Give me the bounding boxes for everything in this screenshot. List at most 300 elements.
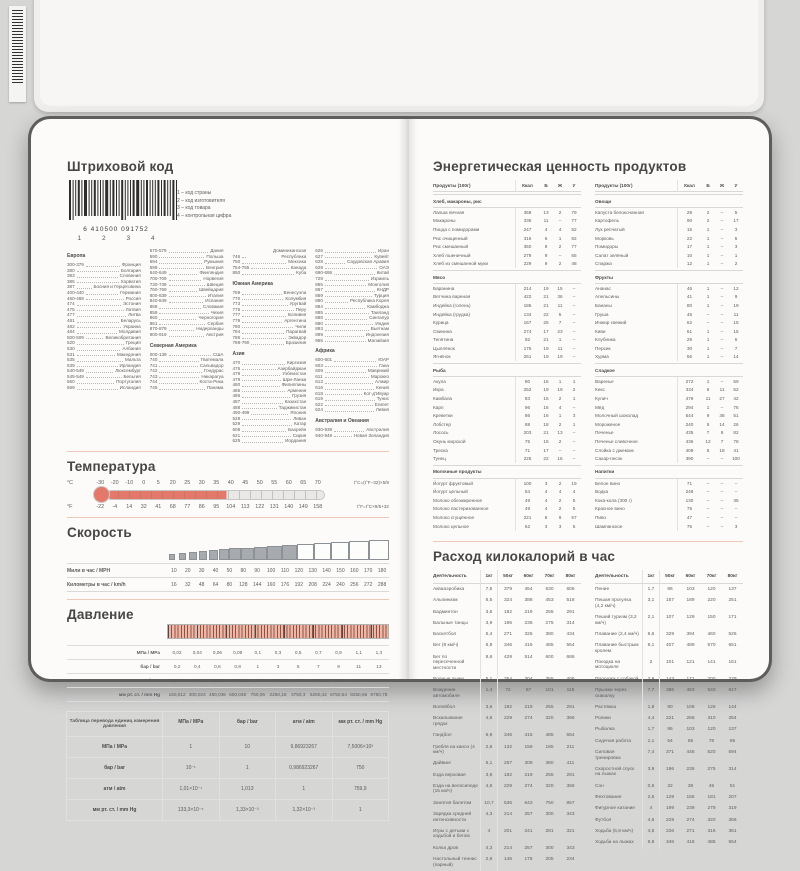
country-name: Узбекистан	[282, 371, 307, 377]
country-name: Саудовская Аравия	[346, 259, 389, 265]
country-name: Латвия	[125, 306, 141, 312]
food-value: 229	[515, 260, 539, 269]
country-name: Индонезия	[365, 331, 389, 337]
fahrenheit-tick: 77	[184, 503, 191, 510]
calories-value: 281	[545, 828, 554, 834]
dotted-leader	[159, 263, 202, 264]
pressure-table	[67, 645, 389, 702]
calories-value: 485	[707, 840, 716, 846]
pressure-value: 0,7	[308, 645, 328, 659]
pressure-value: 0,06	[207, 645, 227, 659]
country-code: 884	[315, 303, 323, 309]
cover-barcode-icon	[12, 10, 23, 84]
food-value: 2	[558, 209, 562, 215]
conversion-corner-label: Таблица перевода единиц измерения давления	[66, 711, 163, 737]
calories-column-header: 80кг	[722, 570, 743, 585]
calories-value: 107	[659, 612, 680, 629]
calories-value: 434	[566, 632, 575, 638]
thermometer-bulb	[93, 486, 110, 503]
food-value: –	[720, 261, 724, 267]
country-code: 860	[149, 315, 158, 321]
country-code: 858	[149, 303, 158, 309]
food-value: 65	[571, 252, 577, 258]
food-name: Индейка (голень)	[433, 302, 471, 308]
calories-value: 6,5	[480, 595, 497, 606]
country-code: 460-469	[67, 295, 84, 301]
country-name: Иордания	[285, 438, 307, 444]
food-value: 2	[706, 209, 710, 215]
speed-bar	[241, 548, 254, 561]
speed-bar	[219, 549, 230, 560]
dotted-leader	[242, 403, 283, 404]
country-code: 865	[315, 281, 323, 287]
calories-value: 2,9	[480, 854, 497, 871]
food-name: Груша	[595, 311, 609, 317]
food-name: Белое вино	[595, 480, 621, 486]
country-code: 746	[232, 253, 241, 259]
food-value: 9	[706, 413, 710, 419]
calories-value: 251	[728, 598, 737, 604]
country-code: 780	[232, 323, 241, 329]
dotted-leader	[242, 305, 287, 306]
food-value: –	[720, 497, 724, 503]
country-name: Ирландия	[119, 362, 141, 368]
food-name: Лосось	[433, 430, 449, 436]
calories-value: 453	[545, 598, 554, 604]
continent-header: Европа	[67, 253, 86, 259]
food-value: 1	[572, 378, 576, 384]
bar-cell	[282, 545, 298, 561]
country-code: 600-601	[315, 357, 333, 363]
calories-value: 4,3	[480, 809, 497, 826]
dotted-leader	[325, 336, 364, 337]
food-table	[433, 180, 743, 531]
country-code: 750	[232, 259, 241, 265]
speed-value: 10	[171, 567, 177, 574]
country-code: 000-139	[149, 351, 167, 357]
calories-value: 750	[545, 800, 554, 806]
country-name: Эквадор	[288, 334, 307, 340]
speed-bar	[199, 551, 208, 560]
pressure-value: 6750,54	[328, 687, 348, 702]
country-name: Канада	[290, 264, 307, 270]
calories-column-header: 1кг	[480, 570, 497, 585]
food-value: –	[572, 447, 576, 453]
calories-value: 2,6	[480, 742, 497, 759]
activity-name: Игры с детьми с ходьбой и бегом	[433, 828, 470, 840]
calories-value: 454	[524, 586, 533, 592]
country-code: 885	[315, 309, 323, 315]
conversion-value: 133,3×10⁻⁶	[162, 799, 220, 821]
dotted-leader	[242, 425, 292, 426]
country-name: Таиланд	[370, 309, 389, 315]
country-code: 775	[232, 306, 241, 312]
pressure-value: 2250,18	[268, 687, 288, 702]
speed-value: 64	[212, 581, 219, 588]
food-value: 12	[733, 285, 739, 291]
country-name: Гватемала	[200, 357, 224, 363]
food-value: 17	[543, 328, 549, 334]
food-value: 272	[677, 377, 701, 386]
country-code: 618	[315, 390, 323, 396]
country-code: 475	[67, 306, 75, 312]
country-name: Австрия	[206, 331, 224, 337]
food-column-header: Ккал	[515, 180, 539, 192]
calories-value: 236	[686, 766, 695, 772]
calories-column-header: 80кг	[560, 570, 581, 585]
activity-name: Бег по пересеченной местности	[433, 654, 465, 671]
food-name: Цыплёнок	[433, 345, 455, 351]
food-value: –	[720, 218, 724, 224]
dotted-leader	[242, 257, 246, 258]
activity-name: Пение	[595, 586, 610, 592]
calories-value: 196	[497, 618, 518, 629]
country-code: 729	[315, 275, 323, 281]
food-value: 22	[543, 456, 549, 462]
speed-bar	[331, 542, 349, 560]
food-value: 7	[734, 345, 738, 351]
bar-cell	[177, 553, 187, 560]
country-code: 570-579	[149, 248, 167, 253]
food-value: 78	[733, 439, 739, 444]
food-name: Карп	[433, 404, 444, 410]
calories-value: 257	[497, 758, 518, 769]
country-code: 759	[232, 289, 241, 295]
pressure-row	[67, 645, 389, 659]
calories-value: 530	[545, 586, 554, 592]
pressure-value: 2,961	[268, 673, 288, 687]
bar-cell	[241, 548, 254, 561]
speed-bars-row	[67, 540, 389, 560]
food-value: 2	[706, 218, 710, 224]
dotted-leader	[169, 336, 204, 337]
dotted-leader	[242, 369, 275, 370]
calories-value: 6,9	[642, 837, 659, 848]
calories-value: 132	[497, 742, 518, 759]
food-value: –	[734, 489, 738, 495]
food-value: 17	[733, 218, 739, 224]
calories-value: 255	[545, 772, 554, 778]
food-value: 11	[543, 218, 549, 224]
calories-value: 214	[497, 809, 518, 826]
food-value: 2	[558, 480, 562, 486]
dotted-leader	[77, 322, 119, 323]
food-value: –	[572, 285, 576, 291]
pressure-value: 0,4	[187, 659, 207, 673]
food-value: 47	[677, 513, 701, 522]
food-section-header: Напитки	[595, 465, 743, 479]
dotted-leader	[242, 263, 286, 264]
fahrenheit-row	[67, 504, 389, 510]
speed-value: 150	[336, 567, 345, 574]
food-value: 2	[558, 506, 562, 512]
barcode-section-title: Штриховой код	[67, 159, 174, 174]
country-code: 380	[67, 267, 75, 273]
calories-value: 606	[566, 586, 575, 592]
activity-name: Ролики	[595, 716, 611, 722]
food-value: 1	[706, 378, 710, 384]
digit-position-label: 4	[150, 235, 155, 242]
food-value: –	[706, 480, 710, 486]
calories-value: 7,7	[642, 685, 659, 702]
food-column-header: Ккал	[677, 180, 701, 192]
country-code: 400-440	[67, 289, 84, 295]
food-value: 134	[515, 310, 539, 319]
calories-value: 121	[686, 659, 695, 665]
food-grid	[433, 180, 581, 531]
food-value: 11	[705, 396, 711, 402]
food-value: –	[720, 480, 724, 486]
dotted-leader	[325, 296, 372, 297]
food-value: 17	[677, 243, 701, 252]
food-value: 82	[571, 235, 577, 241]
food-name: Молоко пастеризованное	[433, 506, 489, 512]
food-value: 1	[558, 337, 562, 343]
country-name: Австралия	[366, 427, 389, 433]
calories-value: 309	[524, 761, 533, 767]
food-section-header: Сладкое	[595, 363, 743, 377]
food-value: 4	[558, 489, 562, 495]
calories-value: 274	[524, 716, 533, 722]
country-code: 528	[232, 415, 241, 421]
conversion-value: 1,32×10⁻³	[275, 799, 333, 821]
country-name: Босния и Герцеговина	[93, 284, 141, 290]
country-code: 500-509	[67, 334, 84, 340]
food-value: 544	[677, 412, 701, 421]
dotted-leader	[169, 355, 211, 356]
speed-value: 160	[350, 567, 359, 574]
food-value: 76	[733, 404, 739, 410]
dotted-leader	[242, 408, 277, 409]
food-value: –	[720, 328, 724, 334]
speed-value: 176	[280, 581, 290, 588]
dotted-leader	[77, 277, 118, 278]
temperature-section-title: Температура	[67, 458, 156, 474]
country-name: Польша	[206, 253, 224, 259]
speed-value: 20	[185, 567, 191, 574]
food-value: –	[734, 480, 738, 486]
dotted-leader	[325, 252, 376, 253]
country-name: Шри-Ланка	[282, 376, 307, 382]
country-code: 488	[232, 404, 241, 410]
food-value: –	[720, 404, 724, 410]
dotted-leader	[77, 282, 119, 283]
pressure-value: 0,1974	[167, 673, 187, 687]
dotted-leader	[242, 364, 285, 365]
food-name: Морковь	[595, 235, 614, 241]
food-value: –	[720, 285, 724, 291]
fahrenheit-tick: 113	[240, 503, 250, 510]
food-value: 1	[706, 345, 710, 351]
calories-value: 320	[545, 783, 554, 789]
calories-value: 3,6	[480, 770, 497, 781]
food-name: Курица	[433, 320, 449, 326]
food-value: 214	[515, 284, 539, 293]
calories-value: 201	[497, 826, 518, 843]
barcode-header-block	[67, 180, 389, 242]
country-code: 626	[315, 248, 323, 253]
calories-value: 3,1	[642, 595, 659, 612]
calories-value: 171	[686, 676, 695, 682]
legend-line: 2 – код изготовителя	[177, 197, 225, 204]
pressure-value: 3750,3	[288, 687, 308, 702]
food-value: 86	[515, 412, 539, 421]
food-value: 51	[733, 413, 739, 419]
food-value: 5	[734, 209, 738, 215]
food-name: Красное вино	[595, 506, 625, 512]
calories-value: 229	[659, 815, 680, 826]
dotted-leader	[242, 380, 280, 381]
food-value: –	[706, 514, 710, 520]
food-value: 3	[572, 413, 576, 419]
food-value: –	[572, 328, 576, 334]
calories-value: 2,1	[642, 612, 659, 629]
country-code: 603	[315, 362, 323, 368]
country-code: 900-919	[149, 331, 167, 337]
food-column-header: Б	[539, 180, 553, 192]
fahrenheit-tick: 14	[126, 503, 133, 510]
continent-header: Африка	[315, 348, 335, 355]
fahrenheit-tick: -4	[112, 503, 118, 510]
food-value: 1	[572, 396, 576, 402]
speed-value: 144	[253, 581, 262, 588]
food-value: 79	[571, 209, 577, 215]
speed-bar	[189, 552, 197, 560]
country-code: 742	[149, 368, 158, 374]
activity-name: Ходьба (5,8 км/ч)	[595, 828, 634, 834]
food-value: –	[720, 294, 724, 300]
country-name: Китай	[376, 270, 389, 276]
calories-value: 45	[708, 783, 715, 789]
country-name: Ливан	[293, 415, 307, 421]
food-value: 88	[515, 420, 539, 429]
activity-name: Поездка на мотоцикле	[595, 659, 621, 671]
calories-value: 199	[659, 803, 680, 814]
speed-bar	[297, 544, 313, 560]
food-name: Капуста белокочанная	[595, 209, 644, 215]
pressure-value: 7	[308, 659, 328, 673]
country-code: 594	[149, 259, 158, 265]
book-spine-crease	[398, 119, 418, 679]
food-value: 41	[733, 447, 739, 453]
country-name: Болгария	[120, 267, 141, 273]
food-value: 2	[572, 387, 576, 393]
calories-value: 463	[686, 688, 695, 694]
dotted-leader	[77, 271, 119, 272]
pressure-value: 10,857	[349, 673, 369, 687]
speed-value: 180	[377, 567, 387, 574]
food-name: Молоко сгущённое	[433, 514, 475, 520]
country-code: 539	[67, 362, 75, 368]
country-row	[233, 270, 307, 276]
speed-row	[67, 577, 389, 592]
dotted-leader	[77, 389, 118, 390]
calories-column-header: 50кг	[659, 570, 680, 585]
pressure-value: 1,1	[349, 645, 369, 659]
country-code: 490-499	[232, 410, 250, 416]
country-code: 869	[315, 292, 323, 298]
country-code: 480	[232, 382, 241, 388]
food-value: 11	[557, 302, 563, 308]
activity-name: Занятия балетом	[433, 800, 472, 806]
food-value: 19	[543, 345, 549, 351]
calories-value: 291	[566, 609, 575, 615]
country-code: 940-949	[315, 432, 333, 438]
country-name: Тунис	[376, 396, 389, 402]
food-name: Йогурт цельный	[433, 489, 468, 495]
calories-value: 319	[728, 806, 737, 812]
calories-half	[595, 570, 743, 871]
activity-name: Скоростной спуск на лыжах	[595, 766, 635, 778]
activity-name: Растяжка	[595, 704, 616, 710]
celsius-tick: 40	[227, 479, 234, 486]
calories-value: 1,7	[642, 584, 659, 595]
country-name: Эстония	[122, 301, 141, 307]
country-code: 745	[149, 385, 158, 391]
country-name: Уругвай	[289, 301, 307, 307]
food-value: –	[572, 337, 576, 343]
activity-name: Бадминтон	[433, 609, 458, 615]
calories-value: 32	[659, 781, 680, 792]
pressure-row-label: атм / atm	[67, 673, 167, 687]
bar-cell	[208, 550, 218, 560]
speed-value: 32	[185, 581, 191, 588]
calories-value: 310	[707, 716, 716, 722]
food-value: 3	[734, 523, 738, 529]
dotted-leader	[86, 266, 120, 267]
calories-value: 2,9	[642, 674, 659, 685]
dotted-leader	[325, 319, 367, 320]
calories-column-header: 1кг	[642, 570, 659, 585]
food-name: Мёд	[595, 404, 605, 410]
country-code: 629	[315, 264, 323, 270]
country-row	[315, 407, 389, 413]
country-name: Великобритания	[105, 334, 141, 340]
speed-bar	[209, 550, 219, 560]
country-code: 899	[315, 331, 323, 337]
pressure-value: 300,024	[187, 687, 207, 702]
bar-cell	[229, 548, 241, 560]
calories-grid	[595, 570, 743, 849]
country-name: Панама	[206, 385, 224, 391]
country-code: 545-549	[67, 373, 84, 379]
food-value: 5	[572, 497, 576, 503]
country-code: 487	[232, 399, 241, 405]
food-name: Ветчина вареная	[433, 294, 471, 300]
calories-value: 137	[728, 586, 737, 592]
country-code: 387	[67, 284, 75, 290]
country-name: Мексика	[288, 259, 307, 265]
pressure-value: 3	[268, 659, 288, 673]
food-value: 57	[571, 514, 577, 520]
country-name: Россия	[125, 295, 141, 301]
calories-value: 271	[686, 828, 695, 834]
calories-value: 3,6	[480, 607, 497, 618]
calories-value: 108	[686, 704, 695, 710]
calories-value: 159	[524, 744, 533, 750]
pressure-value: 0,3	[268, 645, 288, 659]
food-value: –	[572, 404, 576, 410]
previous-page-edge-inner	[40, 0, 758, 106]
food-value: 4	[558, 226, 562, 232]
food-value: 90	[677, 217, 701, 226]
calories-grid	[433, 570, 581, 871]
calories-value: 229	[497, 781, 518, 798]
food-value: 390	[677, 455, 701, 464]
food-value: 49	[515, 496, 539, 505]
food-name: Молоко цельное	[433, 523, 469, 529]
food-value: 435	[677, 429, 701, 438]
